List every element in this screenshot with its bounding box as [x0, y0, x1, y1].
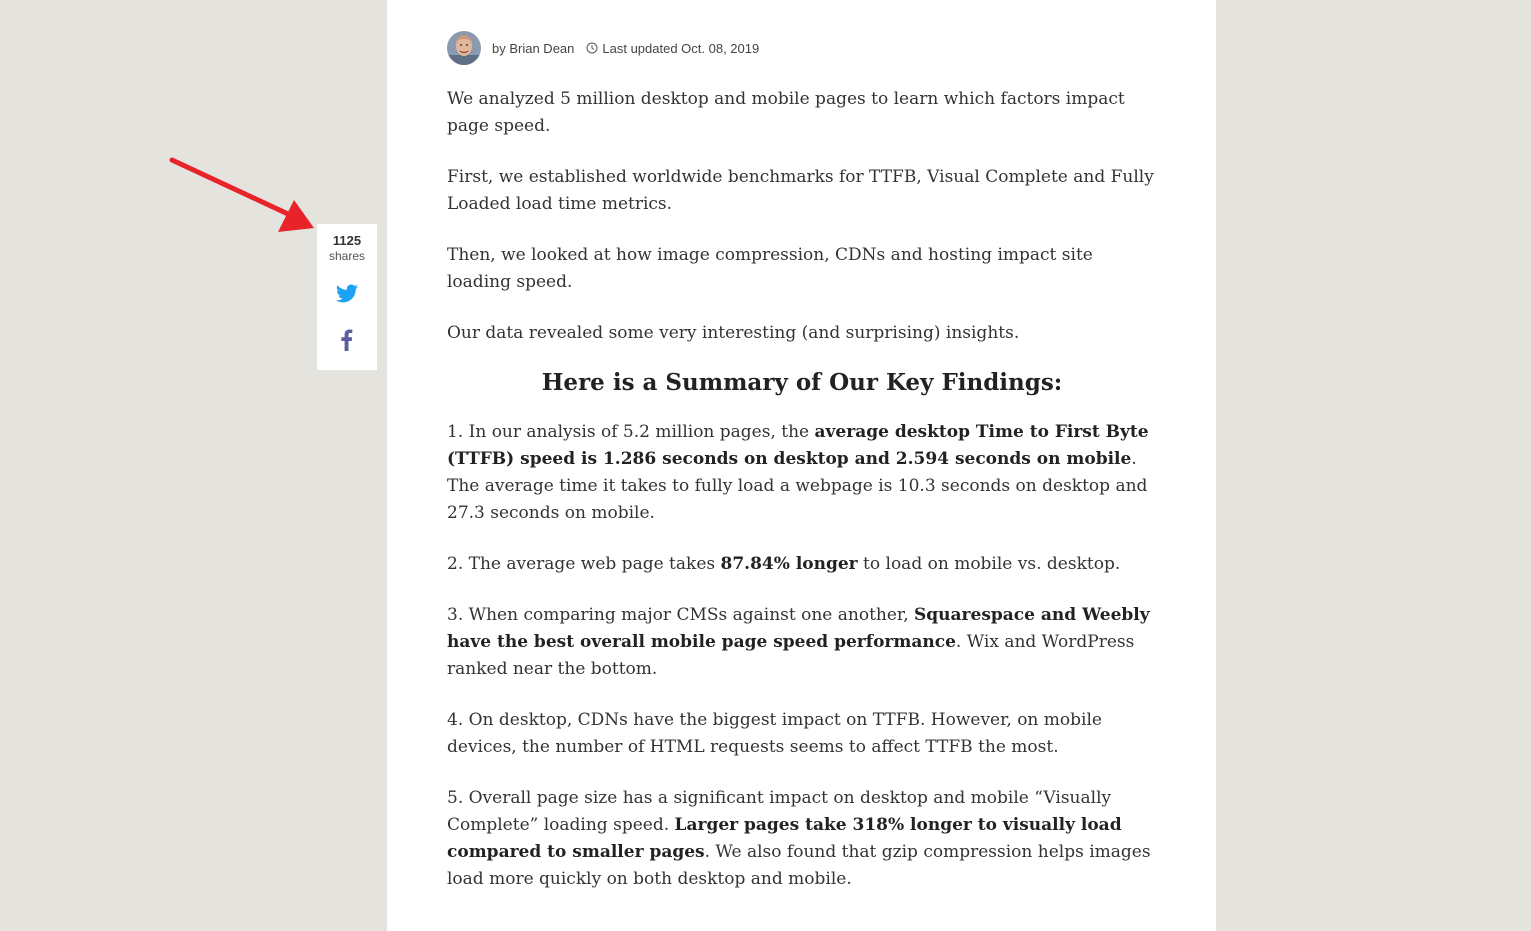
- finding-paragraph: [447, 551, 1157, 578]
- finding-text: 3. When comparing major CMSs against one another,: [447, 605, 915, 625]
- article-body: [447, 86, 1157, 893]
- article-content: [447, 30, 1157, 917]
- byline: [447, 30, 1157, 66]
- finding-text: . We also found that gzip compression helps images load more quickly on both desktop and mobile.: [447, 842, 1151, 889]
- share-label: shares: [328, 249, 366, 263]
- article-page: [387, 0, 1216, 931]
- share-count: 1125: [332, 233, 362, 248]
- author-name[interactable]: by Brian Dean: [492, 40, 575, 56]
- finding-text: 5. Overall page size has a significant impact on desktop and mobile “Visually Complete” loading speed.: [447, 788, 1112, 835]
- finding-text: . The average time it takes to fully load a webpage is 10.3 seconds on desktop and 27.3 seconds on mobile.: [447, 449, 1148, 523]
- intro-paragraph: First, we established worldwide benchmarks for TTFB, Visual Complete and Fully Loaded load time metrics.: [447, 167, 1154, 214]
- finding-text: 4. On desktop, CDNs have the biggest impact on TTFB. However, on mobile devices, the number of HTML requests seems to affect TTFB the most.: [447, 710, 1102, 757]
- finding-paragraph: [447, 707, 1157, 761]
- finding-highlight: Larger pages take 318% longer to visually load compared to smaller pages: [447, 815, 1122, 862]
- finding-paragraph: [447, 602, 1157, 683]
- intro-paragraph: We analyzed 5 million desktop and mobile pages to learn which factors impact page speed.: [447, 89, 1125, 136]
- twitter-share-icon[interactable]: [335, 282, 359, 306]
- finding-text: 1. In our analysis of 5.2 million pages, the: [447, 422, 815, 442]
- finding-text: 2. The average web page takes: [447, 554, 721, 574]
- finding-paragraph: [447, 419, 1157, 527]
- finding-highlight: Squarespace and Weebly have the best overall mobile page speed performance: [447, 605, 1150, 652]
- author-avatar[interactable]: [447, 31, 481, 65]
- clock-icon: [586, 42, 598, 54]
- last-updated-date: Last updated Oct. 08, 2019: [602, 40, 760, 56]
- intro-paragraph: Our data revealed some very interesting (and surprising) insights.: [447, 323, 1020, 343]
- findings-heading: Here is a Summary of Our Key Findings:: [541, 369, 1063, 396]
- intro-paragraph: Then, we looked at how image compression, CDNs and hosting impact site loading speed.: [447, 245, 1093, 292]
- finding-text: . Wix and WordPress ranked near the bottom.: [447, 632, 1135, 679]
- finding-paragraph: [447, 785, 1157, 893]
- facebook-share-icon[interactable]: [335, 328, 359, 352]
- finding-highlight: 87.84% longer: [720, 554, 858, 574]
- share-widget: [317, 224, 377, 370]
- finding-text: to load on mobile vs. desktop.: [857, 554, 1121, 574]
- red-arrow-annotation: [160, 150, 320, 240]
- finding-highlight: average desktop Time to First Byte (TTFB) speed is 1.286 seconds on desktop and 2.594 seconds on mobile: [447, 422, 1149, 469]
